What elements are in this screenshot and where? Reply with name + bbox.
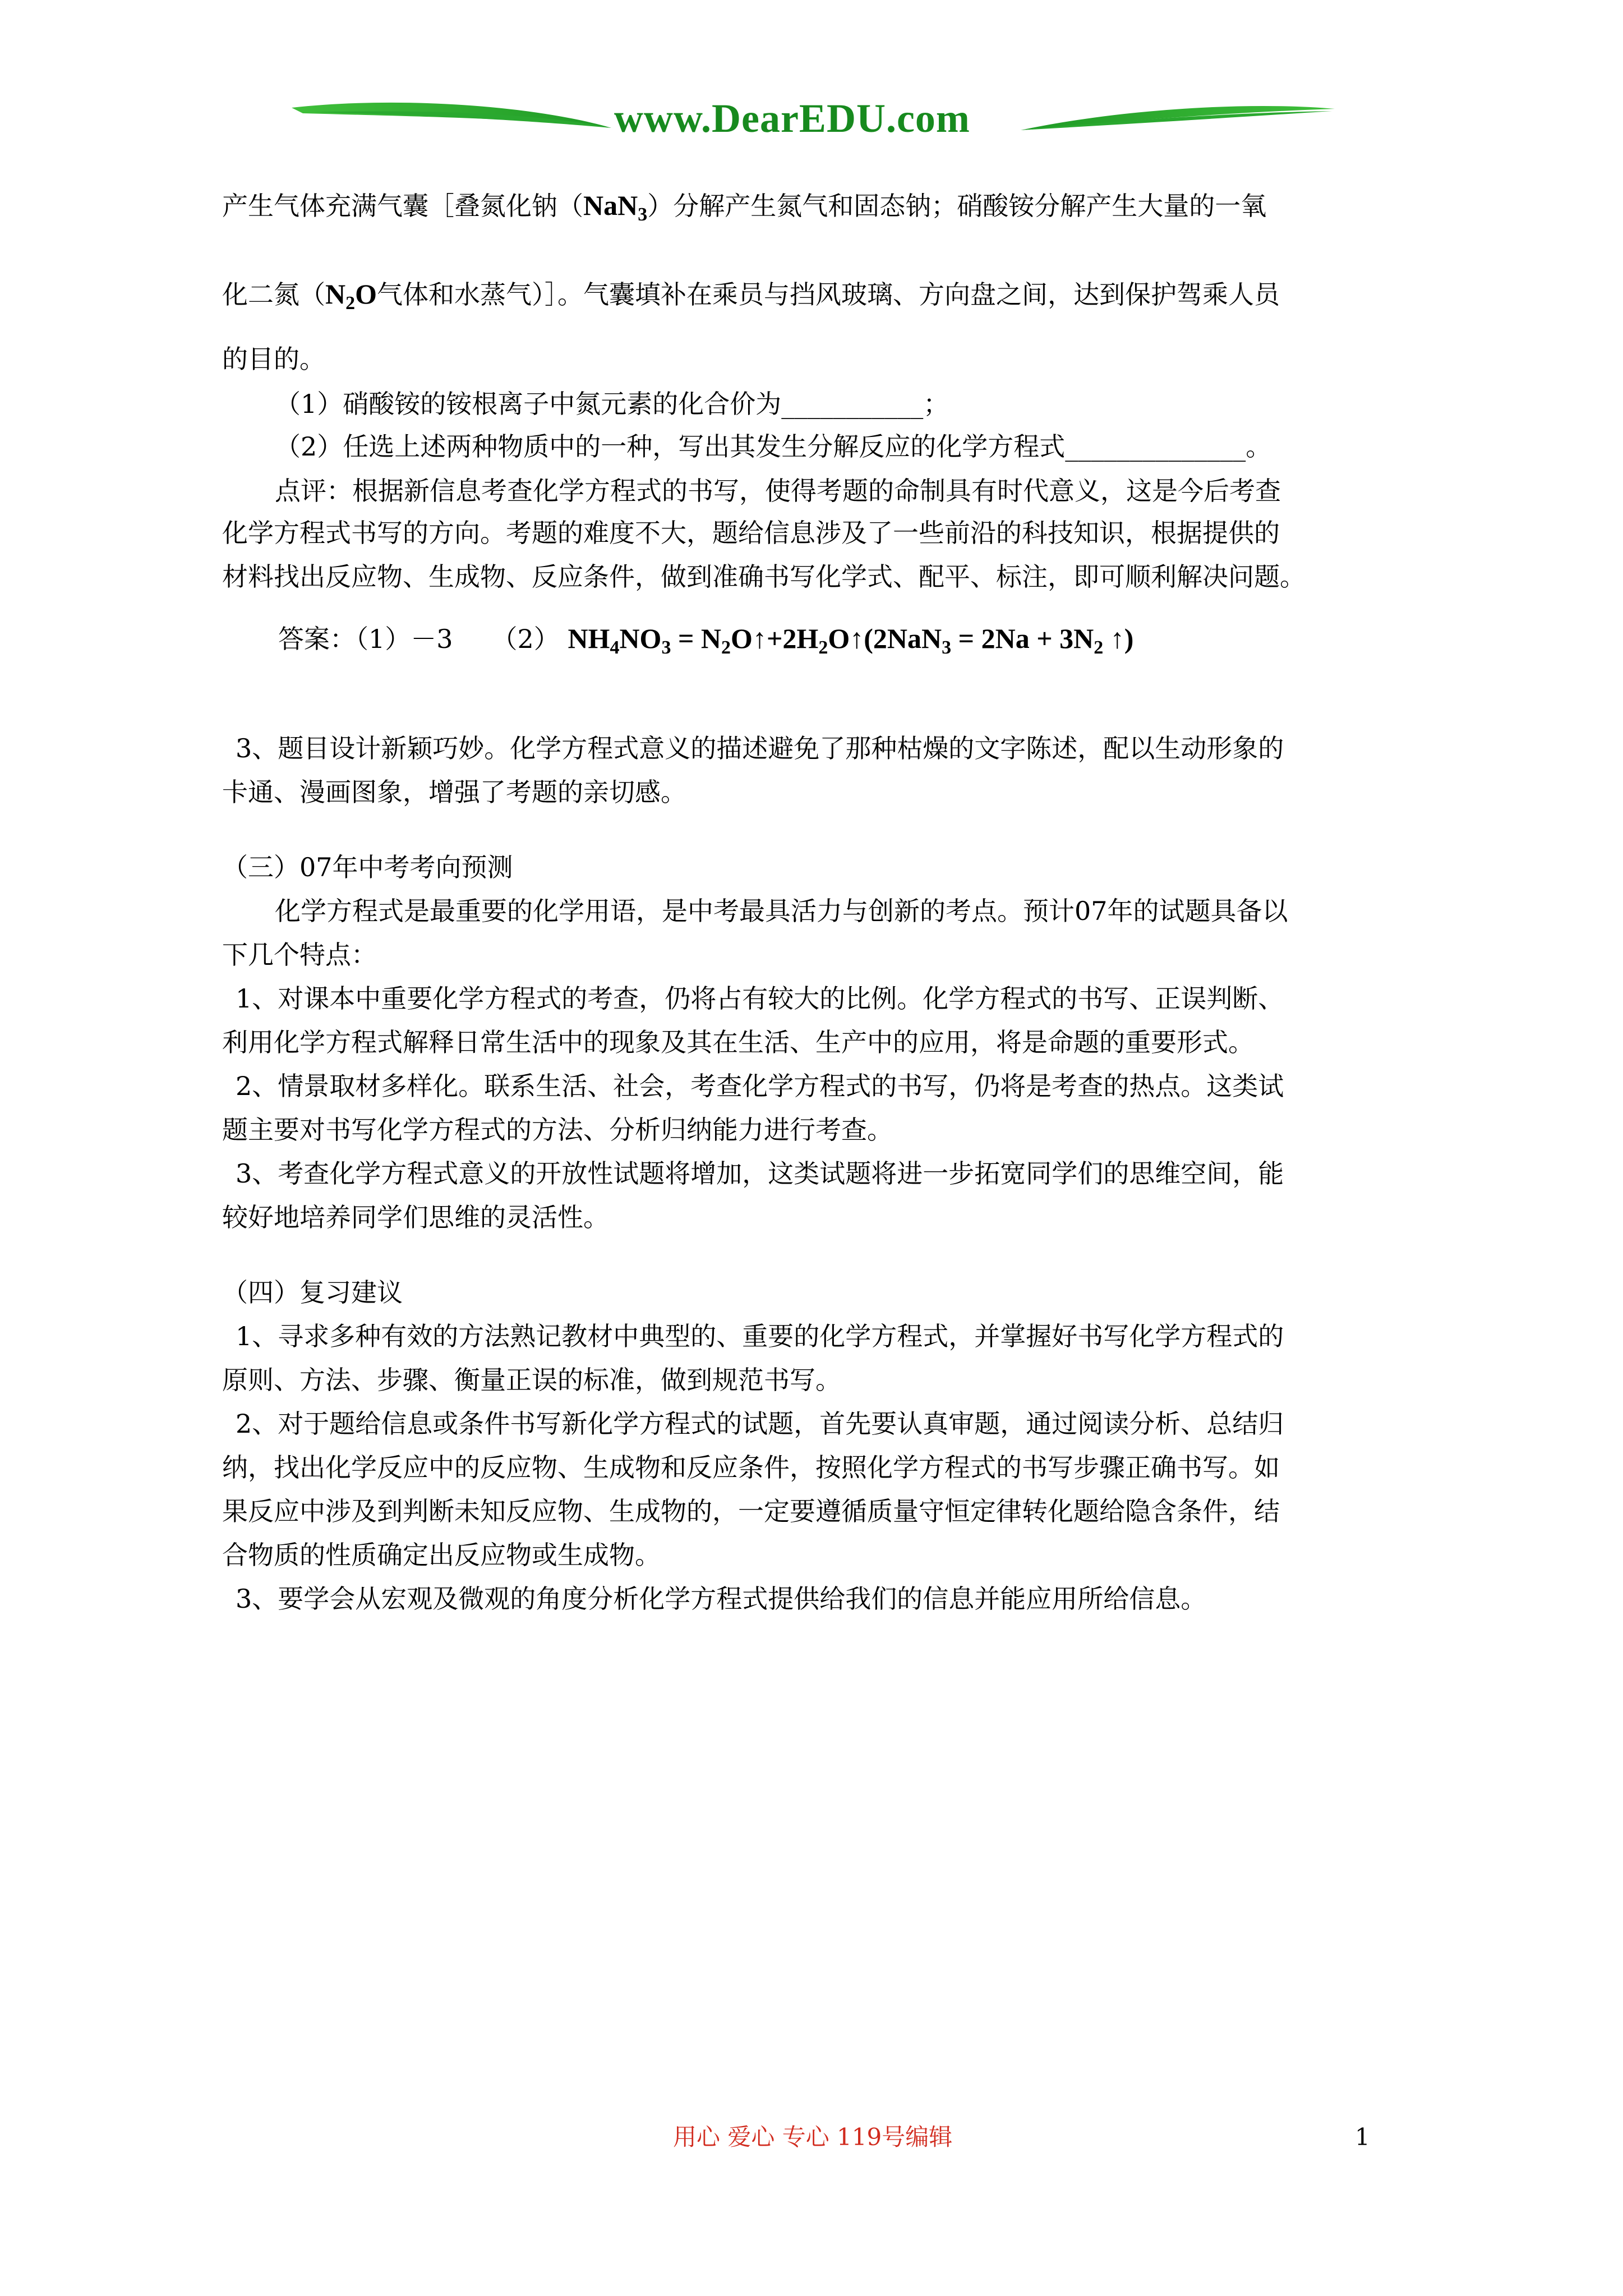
question-2: （2）任选上述两种物质中的一种，写出其发生分解反应的化学方程式______________。 (275, 431, 1272, 462)
formula-tail: O (355, 278, 377, 310)
list-item: 题主要对书写化学方程式的方法、分析归纳能力进行考查。 (222, 1115, 893, 1145)
section-title: （三）07年中考考向预测 (222, 852, 513, 882)
list-item: 合物质的性质确定出反应物或生成物。 (222, 1540, 661, 1570)
comment-line: 化学方程式书写的方向。考题的难度不大，题给信息涉及了一些前沿的科技知识，根据提供的 (222, 518, 1280, 548)
paragraph-line: 3、题目设计新颖巧妙。化学方程式意义的描述避免了那种枯燥的文字陈述，配以生动形象的 (236, 733, 1284, 763)
list-item: 果反应中涉及到判断未知反应物、生成物的，一定要遵循质量守恒定律转化题给隐含条件，结 (222, 1496, 1280, 1526)
footer-text: 用心 爱心 专心 119号编辑 (673, 2123, 953, 2151)
paragraph-line: 的目的。 (222, 344, 325, 374)
chemical-equation: $NH_4NO_3$ = $N_2O↑+2H_2O↑(2NaN_3 = 2Na + 3N_2$ ↑) (568, 623, 1134, 658)
text-segment: 化二氮（ (222, 279, 325, 310)
formula-main: N (325, 278, 346, 310)
list-item: 2、情景取材多样化。联系生活、社会，考查化学方程式的书写，仍将是考查的热点。这类试 (236, 1071, 1284, 1101)
list-item: 利用化学方程式解释日常生活中的现象及其在生活、生产中的应用，将是命题的重要形式。 (222, 1027, 1254, 1057)
section-title: （四）复习建议 (222, 1277, 403, 1308)
formula-nan3 (583, 190, 648, 225)
list-item: 3、考查化学方程式意义的开放性试题将增加，这类试题将进一步拓宽同学们的思维空间，能 (236, 1158, 1284, 1189)
paragraph-line (222, 188, 1266, 223)
list-item: 纳，找出化学反应中的反应物、生成物和反应条件，按照化学方程式的书写步骤正确书写。如 (222, 1452, 1280, 1483)
site-name: www.DearEDU.com (614, 96, 970, 141)
paragraph-line: 下几个特点： (222, 940, 377, 970)
formula-subscript: 2 (345, 293, 356, 314)
formula-n2o (325, 278, 377, 314)
paragraph-line (222, 277, 1280, 314)
text-segment: 气体和水蒸气）］。气囊填补在乘员与挡风玻璃、方向盘之间，达到保护驾乘人员 (377, 279, 1280, 310)
list-item: 1、对课本中重要化学方程式的考查，仍将占有较大的比例。化学方程式的书写、正误判断、 (236, 983, 1284, 1014)
question-1: （1）硝酸铵的铵根离子中氮元素的化合价为___________； (275, 389, 949, 419)
answer-label: 答案：（1）－3 （2） (278, 624, 560, 654)
text-segment: ）分解产生氮气和固态钠；硝酸铵分解产生大量的一氧 (647, 191, 1267, 221)
page-number: 1 (1355, 2123, 1370, 2151)
list-item: 原则、方法、步骤、衡量正误的标准，做到规范书写。 (222, 1365, 841, 1395)
paragraph-line: 卡通、漫画图象，增强了考题的亲切感。 (222, 777, 686, 807)
list-item: 较好地培养同学们思维的灵活性。 (222, 1202, 609, 1232)
list-item: 2、对于题给信息或条件书写新化学方程式的试题，首先要认真审题，通过阅读分析、总结归 (236, 1409, 1284, 1439)
list-item: 3、要学会从宏观及微观的角度分析化学方程式提供给我们的信息并能应用所给信息。 (236, 1584, 1207, 1614)
comment-line: 材料找出反应物、生成物、反应条件，做到准确书写化学式、配平、标注，即可顺利解决问题。 (222, 562, 1306, 592)
list-item: 1、寻求多种有效的方法熟记教材中典型的、重要的化学方程式，并掌握好书写化学方程式的 (236, 1321, 1284, 1351)
formula-main: NaN (583, 190, 638, 221)
formula-subscript: 3 (638, 204, 648, 225)
paragraph-line: 化学方程式是最重要的化学用语，是中考最具活力与创新的考点。预计07年的试题具备以 (275, 896, 1288, 926)
text-segment: 产生气体充满气囊［叠氮化钠（ (222, 191, 583, 221)
answer-line (278, 622, 1133, 656)
comment-line: 点评：根据新信息考查化学方程式的书写，使得考题的命制具有时代意义，这是今后考查 (275, 476, 1281, 506)
